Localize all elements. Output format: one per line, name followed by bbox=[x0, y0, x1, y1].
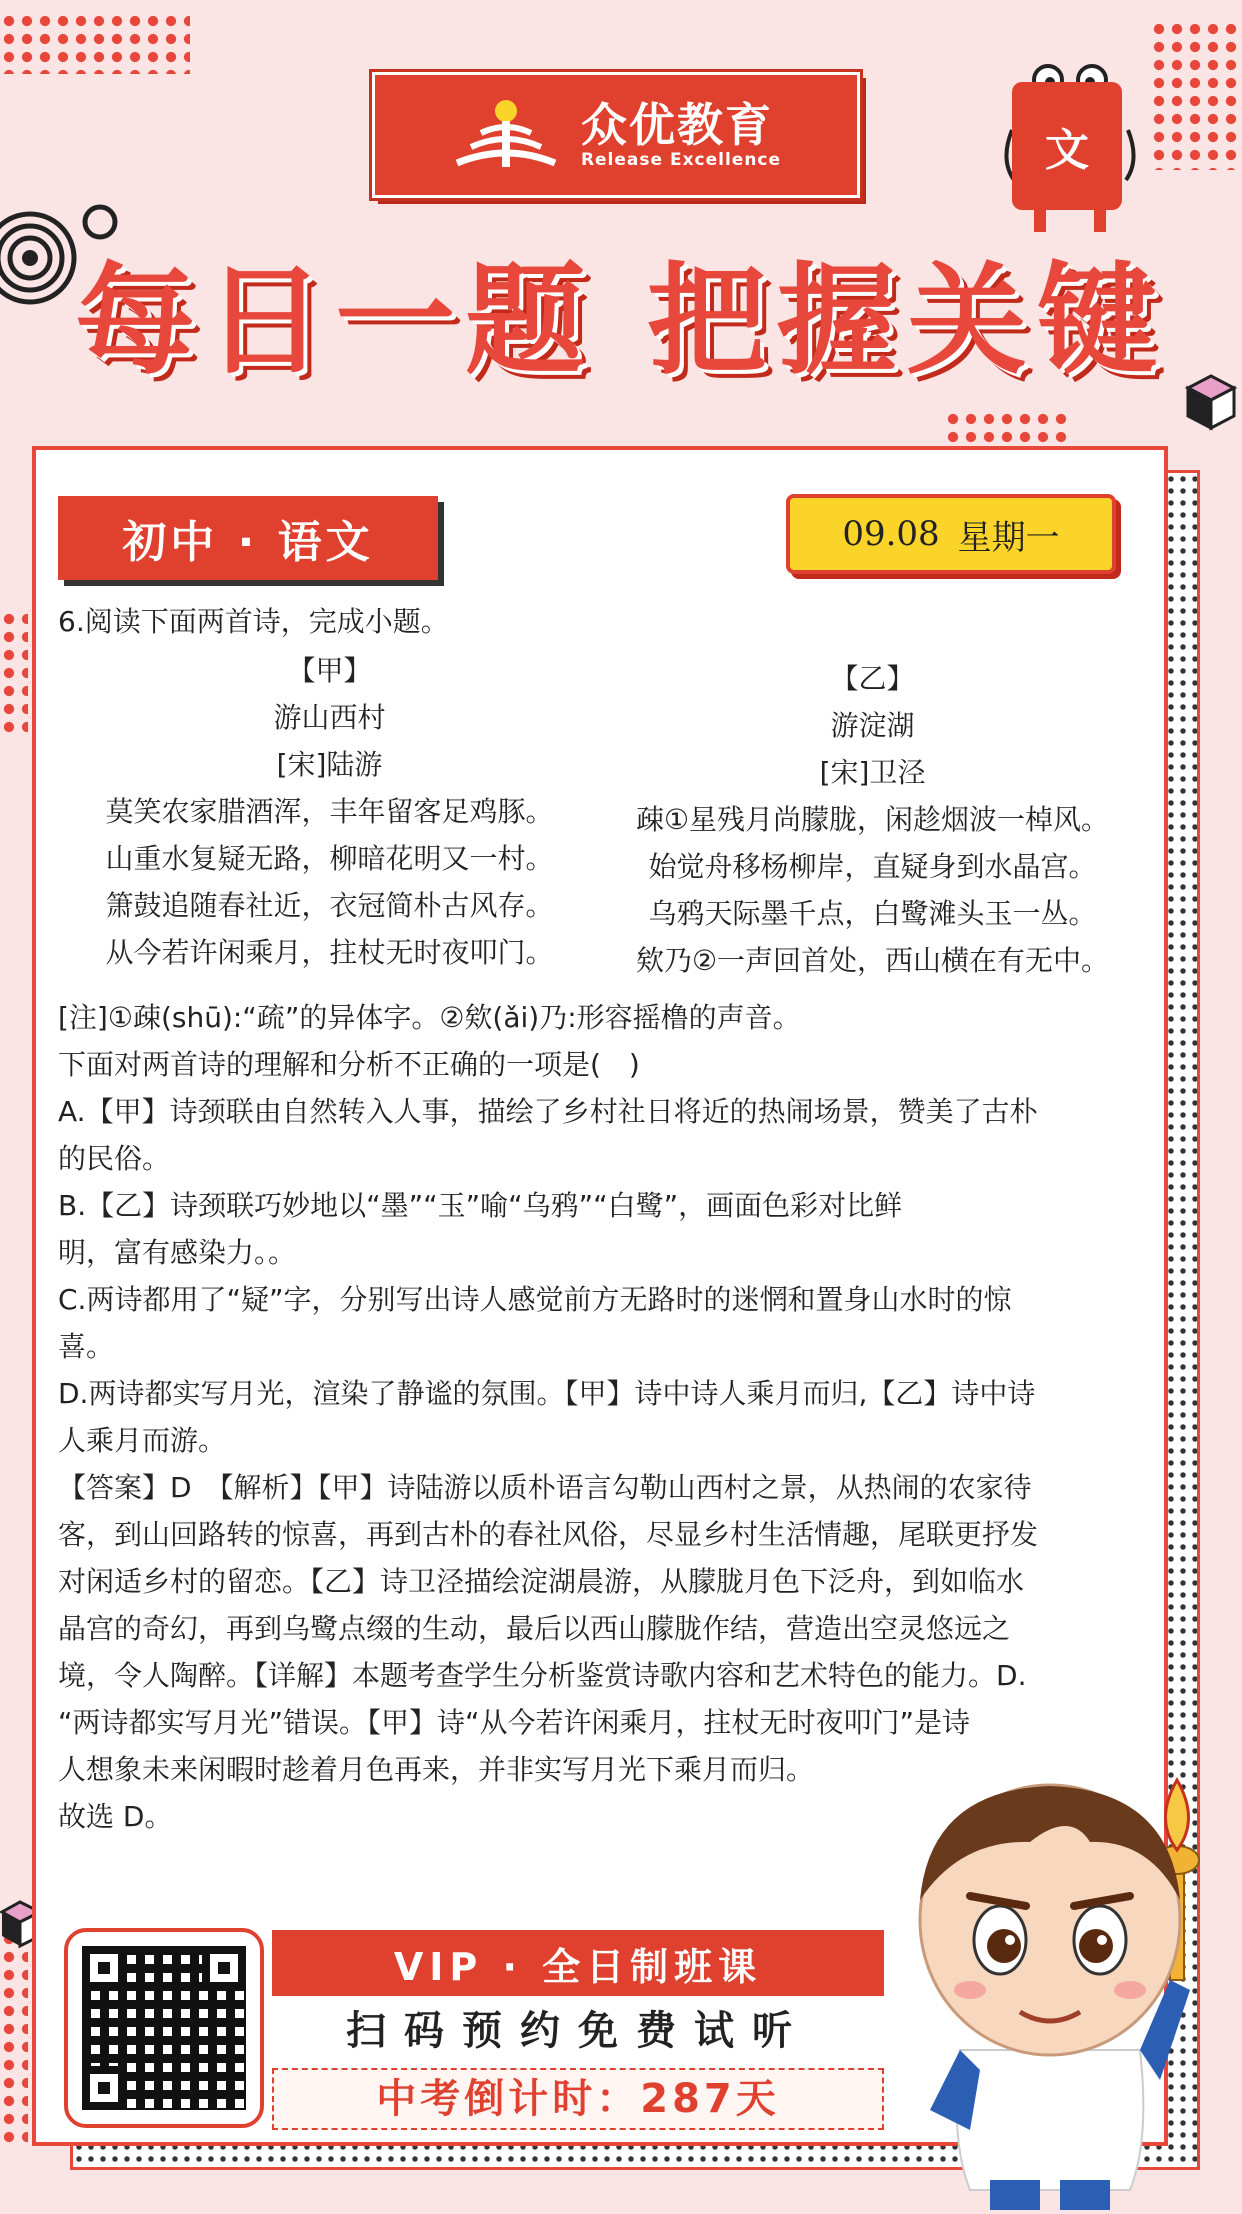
answer-line: 客，到山回路转的惊喜，再到古朴的春社风俗，尽显乡村生活情趣，尾联更抒发 bbox=[58, 1518, 1039, 1551]
poems bbox=[58, 647, 1144, 984]
promo-section bbox=[64, 1928, 884, 2132]
poem-a-tag: 【甲】 bbox=[287, 654, 372, 687]
option-c-cont: 喜。 bbox=[58, 1330, 115, 1363]
subject-tag: 初中 · 语文 bbox=[58, 496, 438, 580]
qr-code[interactable] bbox=[64, 1928, 264, 2128]
poem-b-tag: 【乙】 bbox=[830, 662, 915, 695]
question-content bbox=[58, 598, 1144, 1840]
qr-code-pattern-icon bbox=[82, 1946, 246, 2110]
brand-name-en: Release Excellence bbox=[580, 150, 782, 171]
brand-logo-icon bbox=[451, 95, 561, 175]
option-d: D.两诗都实写月光，渲染了静谧的氛围。【甲】诗中诗人乘月而归,【乙】诗中诗 bbox=[58, 1377, 1036, 1410]
decor-dots-top-right bbox=[1150, 20, 1242, 170]
question-stem: 下面对两首诗的理解和分析不正确的一项是( ) bbox=[58, 1048, 640, 1081]
poem-b-line: 疎①星残月尚朦胧，闲趁烟波一棹风。 bbox=[635, 803, 1110, 836]
decor-dots-mid-right bbox=[944, 410, 1074, 444]
poem-a-line: 箫鼓追随春社近，衣冠简朴古风存。 bbox=[105, 889, 554, 922]
vip-banner: VIP · 全日制班课 bbox=[272, 1930, 884, 1996]
decor-dots-left bbox=[0, 610, 28, 740]
option-a-cont: 的民俗。 bbox=[58, 1142, 171, 1175]
poem-notes: [注]①疎(shū):“疏”的异体字。②欸(ǎi)乃:形容摇橹的声音。 bbox=[58, 1001, 801, 1034]
poem-b-line: 始觉舟移杨柳岸，直疑身到水晶宫。 bbox=[648, 850, 1097, 883]
answer-line: 晶宫的奇幻，再到乌鹭点缀的生动，最后以西山朦胧作结，营造出空灵悠远之 bbox=[58, 1612, 1011, 1645]
poem-a bbox=[58, 647, 601, 984]
poem-a-author: [宋]陆游 bbox=[276, 748, 383, 781]
poem-b-title: 游淀湖 bbox=[830, 709, 915, 742]
option-b-cont: 明，富有感染力。。 bbox=[58, 1236, 297, 1269]
question-intro: 6.阅读下面两首诗，完成小题。 bbox=[58, 605, 449, 638]
poem-a-title: 游山西村 bbox=[273, 701, 386, 734]
page-headline: 每日一题 把握关键 bbox=[75, 252, 1167, 391]
brand-name-cn: 众优教育 bbox=[580, 97, 773, 152]
answer-line: 对闲适乡村的留恋。【乙】诗卫泾描绘淀湖晨游，从朦胧月色下泛舟，到如临水 bbox=[58, 1565, 1025, 1598]
poem-a-line: 山重水复疑无路，柳暗花明又一村。 bbox=[105, 842, 554, 875]
option-b: B.【乙】诗颈联巧妙地以“墨”“玉”喻“乌鸦”“白鹭”，画面色彩对比鲜 bbox=[58, 1189, 903, 1222]
exam-countdown: 中考倒计时：287天 bbox=[272, 2068, 884, 2130]
option-c: C.两诗都用了“疑”字，分别写出诗人感觉前方无路时的迷惘和置身山水时的惊 bbox=[58, 1283, 1012, 1316]
mascot-subject-badge: 文 bbox=[1012, 82, 1122, 210]
poem-a-line: 从今若许闲乘月，拄杖无时夜叩门。 bbox=[105, 936, 554, 969]
poem-b-line: 乌鸦天际墨千点，白鹭滩头玉一丛。 bbox=[648, 897, 1097, 930]
final-answer: 故选 D。 bbox=[58, 1800, 173, 1833]
decor-dots-top-left bbox=[0, 12, 190, 74]
option-a: A.【甲】诗颈联由自然转入人事，描绘了乡村社日将近的热闹场景，赞美了古朴 bbox=[58, 1095, 1038, 1128]
brand-logo bbox=[372, 72, 860, 198]
answer-line: “两诗都实写月光”错误。【甲】诗“从今若许闲乘月，拄杖无时夜叩门”是诗 bbox=[58, 1706, 971, 1739]
poem-a-line: 莫笑农家腊酒浑，丰年留客足鸡豚。 bbox=[105, 795, 554, 828]
poem-b bbox=[601, 647, 1144, 984]
date-day: 09.08 bbox=[842, 514, 940, 554]
poem-b-author: [宋]卫泾 bbox=[819, 756, 926, 789]
answer-line: 【答案】D 【解析】【甲】诗陆游以质朴语言勾勒山西村之景，从热闹的农家待 bbox=[58, 1471, 1032, 1504]
poem-b-line: 欸乃②一声回首处，西山横在有无中。 bbox=[635, 944, 1110, 977]
cartoon-boy-mascot-icon bbox=[870, 1750, 1242, 2214]
date-weekday: 星期一 bbox=[957, 517, 1060, 558]
answer-line: 人想象未来闲暇时趁着月色再来，并非实写月光下乘月而归。 bbox=[58, 1753, 815, 1786]
answer-line: 境，令人陶醉。【详解】本题考查学生分析鉴赏诗歌内容和艺术特色的能力。D. bbox=[58, 1659, 1027, 1692]
scan-call-to-action: 扫码预约免费试听 bbox=[346, 2008, 810, 2054]
option-d-cont: 人乘月而游。 bbox=[58, 1424, 227, 1457]
date-tag bbox=[786, 494, 1116, 574]
decor-dots-bottom-left bbox=[0, 1930, 28, 2150]
